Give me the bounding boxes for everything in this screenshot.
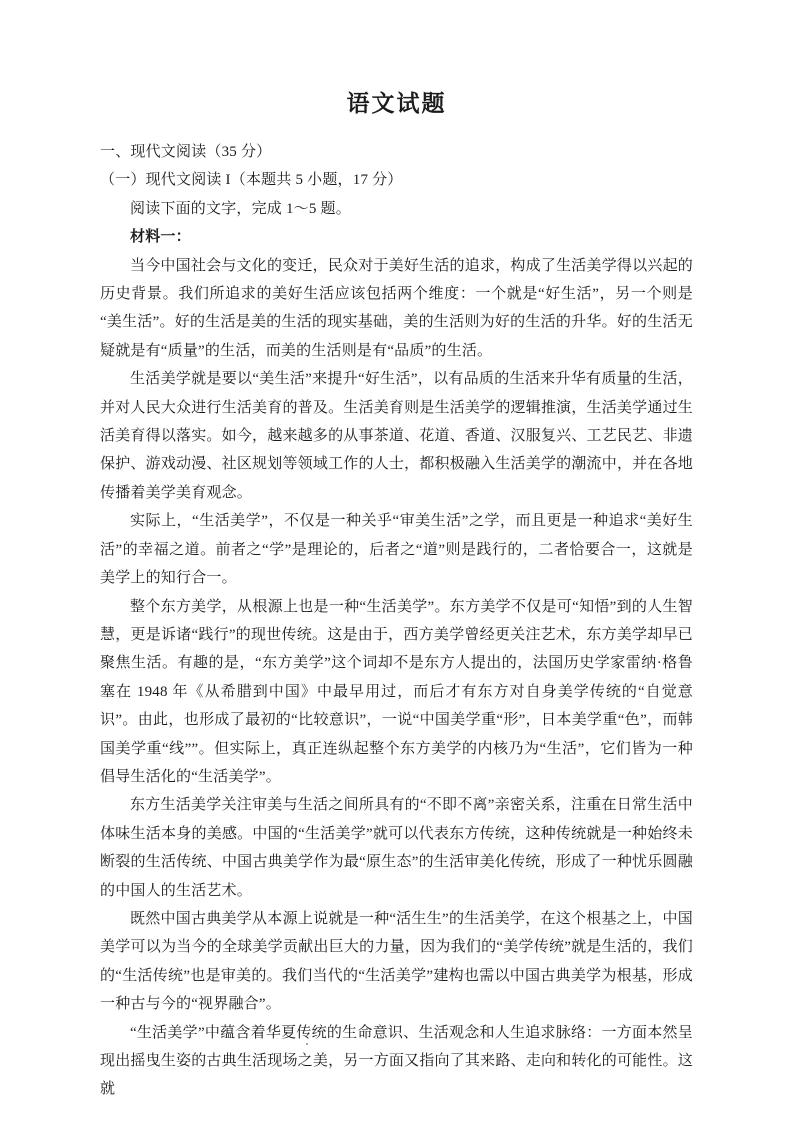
- body-paragraph: 当今中国社会与文化的变迁，民众对于美好生活的追求，构成了生活美学得以兴起的历史背景。我们所追求的美好生活应该包括两个维度：一个就是“好生活”，另一个则是“美生活”。好的生活是美的生活的现实基础，美的生活则为好的生活的升华。好的生活无疑就是有“质量”的生活，而美的生活则是有“品质”的生活。: [100, 257, 693, 359]
- body-paragraph: 实际上，“生活美学”，不仅是一种关乎“审美生活”之学，而且更是一种追求“美好生活”的幸福之道。前者之“学”是理论的，后者之“道”则是践行的，二者恰要合一，这就是美学上的知行合一。: [100, 513, 693, 587]
- body-paragraph: 生活美学就是要以“美生活”来提升“好生活”，以有品质的生活来升华有质量的生活，并对人民大众进行生活美育的普及。生活美育则是生活美学的逻辑推演，生活美学通过生活美育得以落实。如今，越来越多的从事茶道、花道、香道、汉服复兴、工艺民艺、非遗保护、游戏动漫、社区规划等领域工作的人士，都积极融入生活美学的潮流中，并在各地传播着美学美育观念。: [100, 371, 693, 501]
- subsection-heading: （一）现代文阅读 I（本题共 5 小题，17 分）: [100, 172, 403, 189]
- exam-title: 语文试题: [346, 91, 447, 116]
- reading-instruction: 阅读下面的文字，完成 1～5 题。: [130, 200, 351, 217]
- body-paragraph: “生活美学”中蕴含着华夏传统的生命意识、生活观念和人生追求脉络：一方面本然呈现出摇曳生姿的古典生活现场之美，另一方面又指向了其来路、走向和转化的可能性。这就: [100, 1024, 693, 1098]
- body-paragraph: 东方生活美学关注审美与生活之间所具有的“不即不离”亲密关系，注重在日常生活中体味生活本身的美感。中国的“生活美学”就可以代表东方传统，这种传统就是一种始终未断裂的生活传统、中国古典美学作为最“原生态”的生活审美化传统，形成了一种忧乐圆融的中国人的生活艺术。: [100, 797, 693, 899]
- body-paragraph: 既然中国古典美学从本源上说就是一种“活生生”的生活美学，在这个根基之上，中国美学可以为当今的全球美学贡献出巨大的力量，因为我们的“美学传统”就是生活的，我们的“生活传统”也是审美的。我们当代的“生活美学”建构也需以中国古典美学为根基，形成一种古与今的“视界融合”。: [100, 910, 693, 1013]
- body-paragraph: 整个东方美学，从根源上也是一种“生活美学”。东方美学不仅是可“知悟”到的人生智慧，更是诉诸“践行”的现世传统。这是由于，西方美学曾经更关注艺术，东方美学却早已聚焦生活。有趣的是，“东方美学”这个词却不是东方人提出的，法国历史学家雷纳·格鲁塞在 1948 年《从希腊到中国》中最早用过，而后才有东方对自身美学传统的“自觉意识”。由此，也形成了最初的“比较意识”，一说“中国美学重“形”，日本美学重“色”，而韩国美学重“线””。但实际上，真正连纵起整个东方美学的内核乃为“生活”，它们皆为一种倡导生活化的“生活美学”。: [100, 598, 693, 785]
- material-label: 材料一：: [130, 229, 191, 246]
- stray-scan-mark: [306, 1043, 308, 1045]
- section-heading: 一、现代文阅读（35 分）: [100, 144, 272, 160]
